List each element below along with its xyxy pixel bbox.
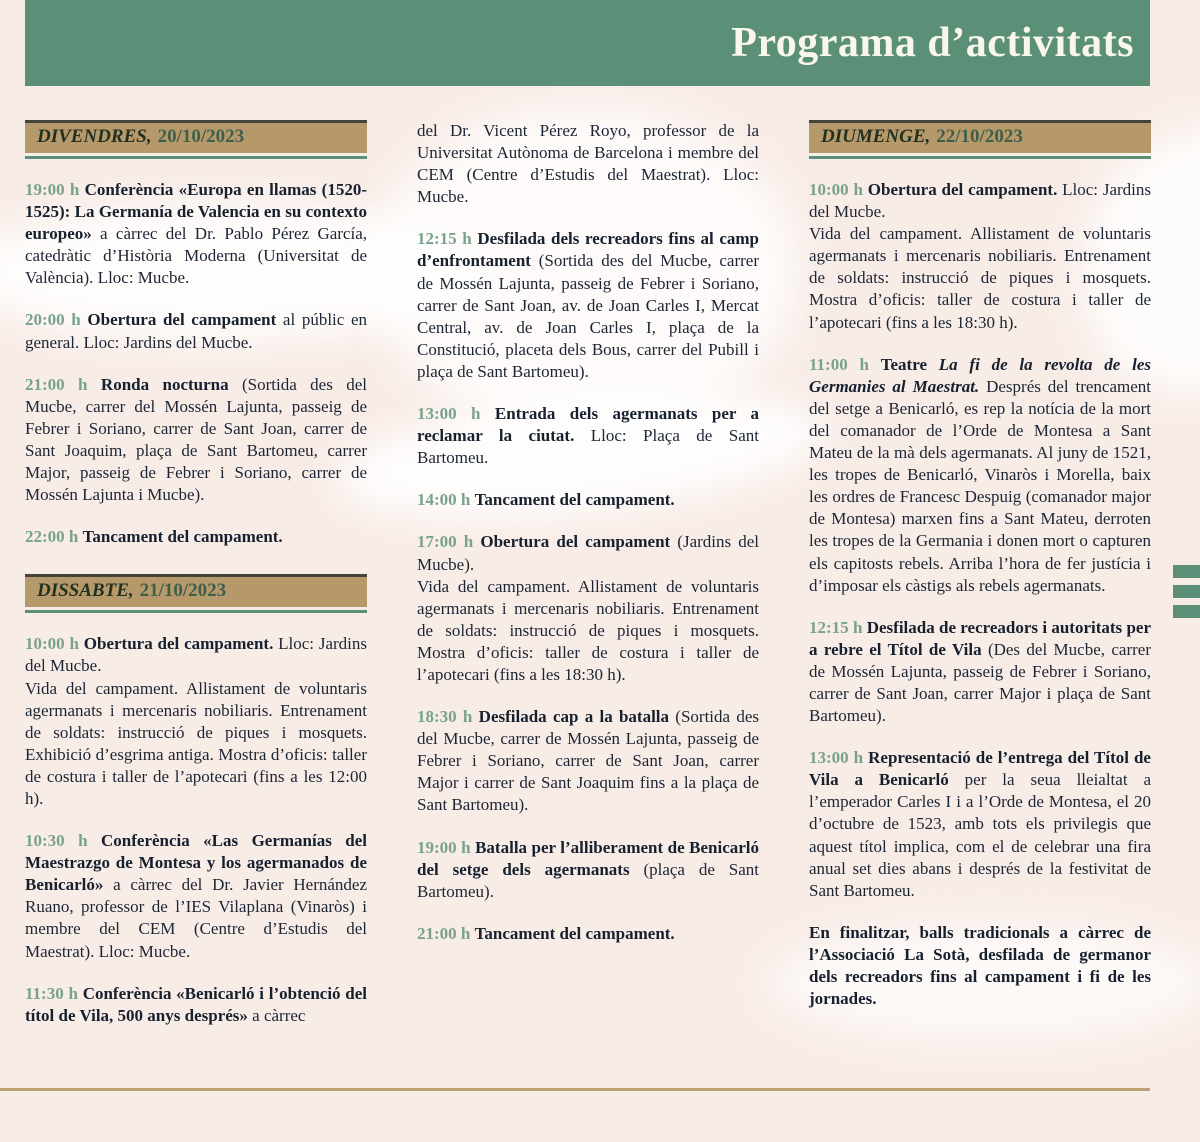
day-date: 20/10/2023 [157,126,245,147]
schedule-item [417,923,759,945]
program-column [809,120,1151,1027]
schedule-item [417,228,759,383]
item-time: 22:00 h [25,527,79,547]
schedule-item [25,374,367,507]
item-title: Teatre [880,354,939,374]
schedule-item [25,830,367,963]
item-text: (Sortida des del Mucbe, carrer de Mossén Lajunta, passeig de Febrer i Soriano, carrer de Sant Joan, carrer Major i carrer de Sant Joaquim fins a la plaça de Sant Bartomeu). [417,707,759,815]
accent-bar [1173,585,1200,598]
item-title: Entrada dels agermanats per a reclamar la ciutat. [417,404,760,446]
day-header [809,120,1151,153]
item-title: Conferència «Las Germanías del Maestrazgo de Montesa y los agermanados de Benicarló» [25,831,368,895]
item-title-italic: La fi de la revolta de les Germanies al Maestrat. [809,354,1152,396]
schedule-item [25,309,367,353]
day-header [25,574,367,607]
schedule-item [417,706,759,816]
item-time: 17:00 h [417,532,474,552]
item-text: Lloc: Plaça de Sant Bartomeu. [417,426,759,468]
schedule-item [417,531,759,686]
item-text: Lloc: Jardins del Mucbe. [25,634,368,676]
item-text: al públic en general. Lloc: Jardins del Mucbe. [25,310,367,352]
schedule-item [417,120,759,208]
program-column [417,120,759,1027]
item-time: 12:15 h [417,229,472,249]
item-time: 19:00 h [417,837,471,857]
header-band [25,0,1150,86]
item-title: Obertura del campament [87,310,277,330]
item-time: 21:00 h [25,374,88,394]
item-title: Tancament del campament. [474,923,675,943]
item-time: 13:00 h [417,404,481,424]
item-time: 21:00 h [417,923,471,943]
schedule-item [417,837,759,903]
item-text: a càrrec del Dr. Pablo Pérez García, catedràtic d’Història Moderna (Universitat de València). Lloc: Mucbe. [25,224,367,288]
item-title: En finalitzar, balls tradicionals a càrrec de l’Associació La Sotà, desfilada de germanor dels recreadors fins al campament i fi de les jornades. [809,922,1151,1009]
item-time: 11:30 h [25,983,78,1003]
item-time: 12:15 h [809,617,863,637]
schedule-item [25,983,367,1027]
day-header [25,120,367,153]
schedule-item [809,922,1151,1010]
schedule-item [809,179,1151,334]
item-title: Ronda nocturna [100,374,229,394]
bottom-rule [0,1088,1150,1091]
item-text: del Dr. Vicent Pérez Royo, professor de la Universitat Autònoma de Barcelona i membre del CEM (Centre d’Estudis del Maestrat). Lloc: Mucbe. [417,121,759,207]
item-time: 18:30 h [417,707,473,727]
item-title: Tancament del campament. [474,490,675,510]
schedule-item [25,633,367,810]
item-time: 11:00 h [809,354,869,374]
item-time: 10:00 h [25,634,79,654]
item-text: (Des del Mucbe, carrer de Mossén Lajunta, passeig de Febrer i Soriano, carrer de Sant Joan, carrer Major i plaça de Sant Bartomeu). [809,639,1152,726]
item-text: Vida del campament. Allistament de voluntaris agermanats i mercenaris nobiliaris. Entrenament de soldats: instrucció de piques i mosquets. Mostra d’oficis: taller de costura i taller de l’apotecari (fins a les 18:30 h). [809,224,1151,332]
schedule-item [809,354,1151,597]
day-name: DISSABTE, [37,580,134,602]
item-title: Representació de l’entrega del Títol de Vila a Benicarló [809,748,1151,790]
item-time: 10:00 h [809,180,863,199]
schedule-item [417,403,759,469]
accent-bar [1173,565,1200,578]
item-text: (Sortida des del Mucbe, carrer de Mossén Lajunta, passeig de Febrer i Soriano, carrer de Sant Joan, av. de Joan Carles I, Mercat Central, av. de Joan Carles I, plaça de la Constitució, placeta dels Bous, carrer del Pubill i plaça de Sant Bartomeu). [417,251,759,381]
schedule-item [25,179,367,289]
day-date: 21/10/2023 [139,580,227,602]
item-title: Obertura del campament [480,532,671,552]
accent-bar [1173,605,1200,618]
day-name: DIUMENGE, [821,126,931,147]
item-time: 14:00 h [417,490,471,510]
item-text: (Jardins del Mucbe). [417,532,760,574]
item-text: Vida del campament. Allistament de voluntaris agermanats i mercenaris nobiliaris. Entrenament de soldats: instrucció de piques i mosquets. Exhibició d’esgrima antiga. Mostra d’oficis: taller de costura i taller de l’apotecari (fins a les 12:00 h). [25,678,367,808]
item-title: Obertura del campament. [867,180,1058,199]
item-text: Lloc: Jardins del Mucbe. [809,180,1152,222]
item-text: Vida del campament. Allistament de voluntaris agermanats i mercenaris nobiliaris. Entrenament de soldats: instrucció de piques i mosquets. Mostra d’oficis: taller de costura i taller de l’apotecari (fins a les 18:30 h). [417,576,759,684]
item-title: Conferència «Benicarló i l’obtenció del títol de Vila, 500 anys després» [25,983,368,1025]
item-time: 13:00 h [809,748,864,768]
program-column [25,120,367,1027]
item-title: Obertura del campament. [83,634,274,654]
item-text: a càrrec del Dr. Javier Hernández Ruano, professor de l’IES Vilaplana (Vinaròs) i membre del CEM (Centre d’Estudis del Maestrat). Lloc: Mucbe. [25,875,367,961]
item-title: Desfilada cap a la batalla [478,707,670,727]
item-title: Desfilada dels recreadors fins al camp d’enfrontament [417,229,760,271]
item-title: Conferència «Europa en llamas (1520-1525): La Germanía de Valencia en su contexto europeo» [25,180,367,244]
program-columns [25,120,1150,1027]
day-name: DIVENDRES, [37,126,152,147]
page-title: Programa d’activitats [731,20,1134,66]
schedule-item [417,489,759,511]
item-text: Després del trencament del setge a Benicarló, es rep la notícia de la mort del comanador de l’Orde de Montesa a Sant Mateu de la mà dels agermanats. Al juny de 1521, les tropes de Benicarló, Vinaròs i Morella, baix les ordres de Francesc Despuig (comanador major de Montesa) marxen fins a Sant Mateu, derroten les tropes de la Germania i donen mort o capturen els capitosts rebels. Arriba l’hora de fer justícia i d’imposar els càstigs als rebels agermanats. [809,376,1151,595]
item-text: (Sortida des del Mucbe, carrer del Mossén Lajunta, passeig de Febrer i Soriano, carrer de Sant Joan, carrer de Sant Joaquim, plaça de Sant Bartomeu, carrer Major, passeig de Febrer i Soriano, carrer de Mossén Lajunta i Mucbe). [25,374,368,505]
item-time: 19:00 h [25,180,80,199]
item-time: 20:00 h [25,310,81,330]
schedule-item [25,526,367,548]
item-time: 10:30 h [25,831,88,851]
accent-bars [1173,565,1200,625]
item-title: Desfilada de recreadors i autoritats per a rebre el Títol de Vila [809,617,1152,659]
item-title: Batalla per l’alliberament de Benicarló del setge dels agermanats [417,837,760,879]
item-text: per la seua lleialtat a l’emperador Carles I i a l’Orde de Montesa, el 20 d’octubre de 1523, amb tots els privilegis que aquest títol implica, com el de celebrar una fira anual set dies abans i després de la festivitat de Sant Bartomeu. [809,770,1152,900]
schedule-item [809,617,1151,727]
item-text: (plaça de Sant Bartomeu). [417,859,759,901]
item-title: Tancament del campament. [82,527,283,547]
schedule-item [809,747,1151,902]
day-date: 22/10/2023 [936,126,1023,147]
item-text: a càrrec [247,1005,306,1025]
